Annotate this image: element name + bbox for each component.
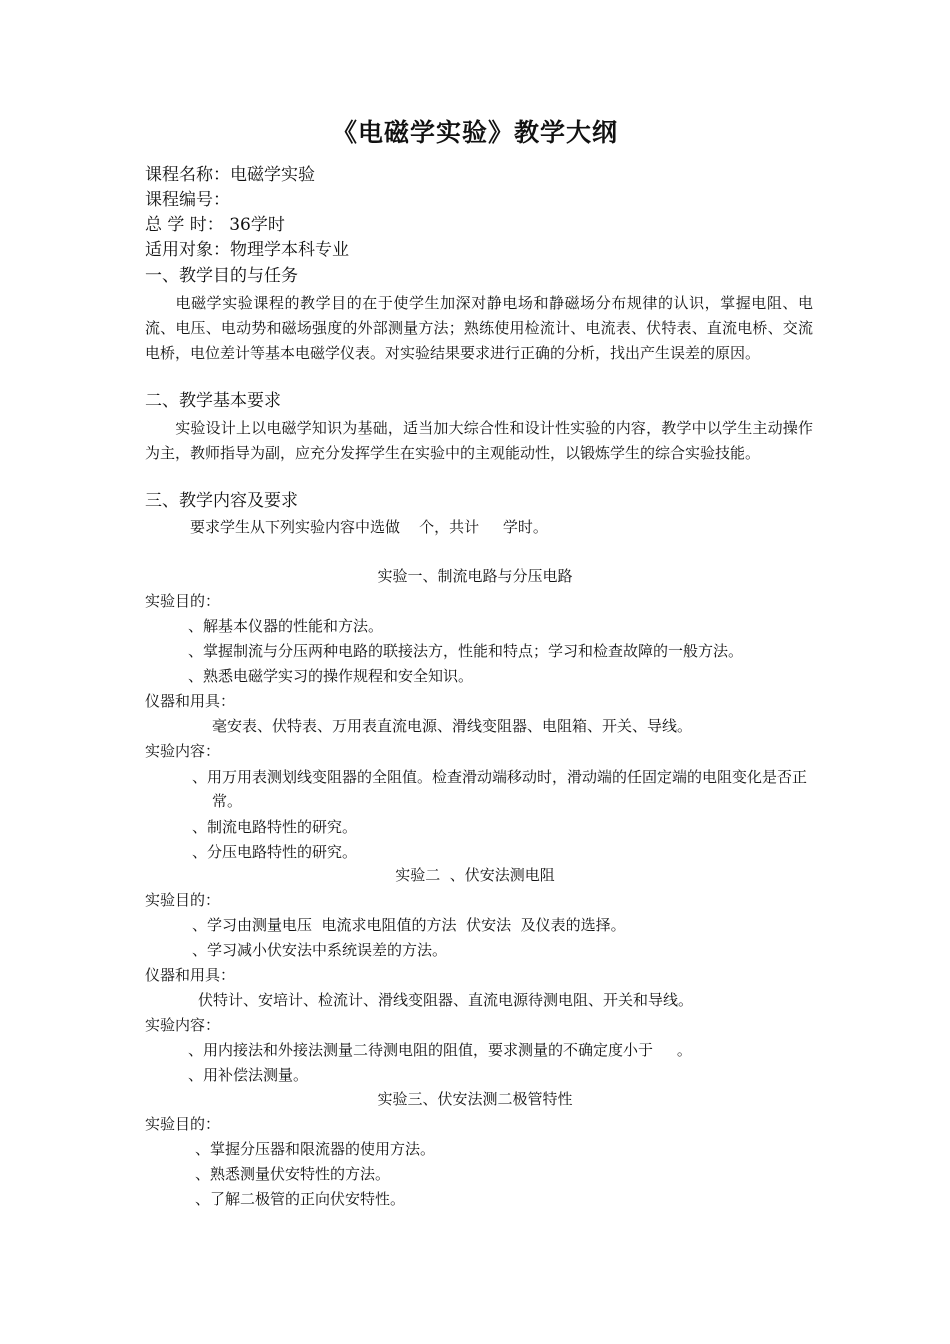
total-hours: 总 学 时： 36学时 [145,215,285,235]
section-2-body [145,416,813,466]
exp1-content-item: 、用万用表测划线变阻器的全阻值。检查滑动端移动时，滑动端的任固定端的电阻变化是否正常。 [192,768,808,810]
exp1-content-item: 、制流电路特性的研究。 [192,818,358,836]
exp1-equipment: 毫安表、伏特表、万用表直流电源、滑线变阻器、电阻箱、开关、导线。 [212,717,693,735]
exp2-purpose-item: 、学习减小伏安法中系统误差的方法。 [192,941,448,959]
section-3-intro: 要求学生从下列实验内容中选做 个，共计 学时。 [190,518,548,536]
exp2-purpose-item: 、学习由测量电压 电流求电阻值的方法 伏安法 及仪表的选择。 [192,916,626,934]
section-2-heading: 二、教学基本要求 [145,391,281,411]
document-title: 《电磁学实验》教学大纲 [331,118,618,147]
exp2-content-label: 实验内容： [145,1016,221,1034]
exp3-purpose-label: 实验目的： [145,1115,221,1133]
exp3-purpose-item: 、熟悉测量伏安特性的方法。 [195,1165,391,1183]
exp2-content-item: 、用补偿法测量。 [188,1066,309,1084]
exp1-purpose-item: 、掌握制流与分压两种电路的联接法方，性能和特点；学习和检查故障的一般方法。 [188,642,744,660]
exp3-purpose-item: 、了解二极管的正向伏安特性。 [195,1190,406,1208]
section-1-body [145,291,813,366]
exp1-content-label: 实验内容： [145,742,221,760]
section-3-heading: 三、教学内容及要求 [145,491,298,511]
exp1-purpose-item: 、熟悉电磁学实习的操作规程和安全知识。 [188,667,474,685]
exp1-content-item: 、分压电路特性的研究。 [192,843,358,861]
exp1-equipment-label: 仪器和用具： [145,692,236,710]
exp1-title: 实验一、制流电路与分压电路 [377,567,573,585]
exp2-equipment-label: 仪器和用具： [145,966,236,984]
exp2-content-item: 、用内接法和外接法测量二待测电阻的阻值，要求测量的不确定度小于 。 [188,1041,692,1059]
section-2-text: 实验设计上以电磁学知识为基础，适当加大综合性和设计性实验的内容，教学中以学生主动操作为主，教师指导为副，应充分发挥学生在实验中的主观能动性，以锻炼学生的综合实验技能。 [145,419,813,462]
exp2-purpose-label: 实验目的： [145,891,221,909]
exp1-purpose-item: 、解基本仪器的性能和方法。 [188,617,384,635]
audience: 适用对象：物理学本科专业 [145,240,349,260]
exp2-equipment: 伏特计、安培计、检流计、滑线变阻器、直流电源待测电阻、开关和导线。 [198,991,694,1009]
course-code: 课程编号： [145,190,230,210]
exp3-title: 实验三、伏安法测二极管特性 [377,1090,573,1108]
course-name: 课程名称：电磁学实验 [145,165,315,185]
exp1-purpose-label: 实验目的： [145,592,221,610]
exp3-purpose-item: 、掌握分压器和限流器的使用方法。 [195,1140,436,1158]
exp2-title: 实验二 、伏安法测电阻 [395,866,555,884]
section-1-text: 电磁学实验课程的教学目的在于使学生加深对静电场和静磁场分布规律的认识，掌握电阻、电流、电压、电动势和磁场强度的外部测量方法；熟练使用检流计、电流表、伏特表、直流电桥、交流电桥，电位差计等基本电磁学仪表。对实验结果要求进行正确的分析，找出产生误差的原因。 [145,294,813,362]
section-1-heading: 一、教学目的与任务 [145,266,298,286]
